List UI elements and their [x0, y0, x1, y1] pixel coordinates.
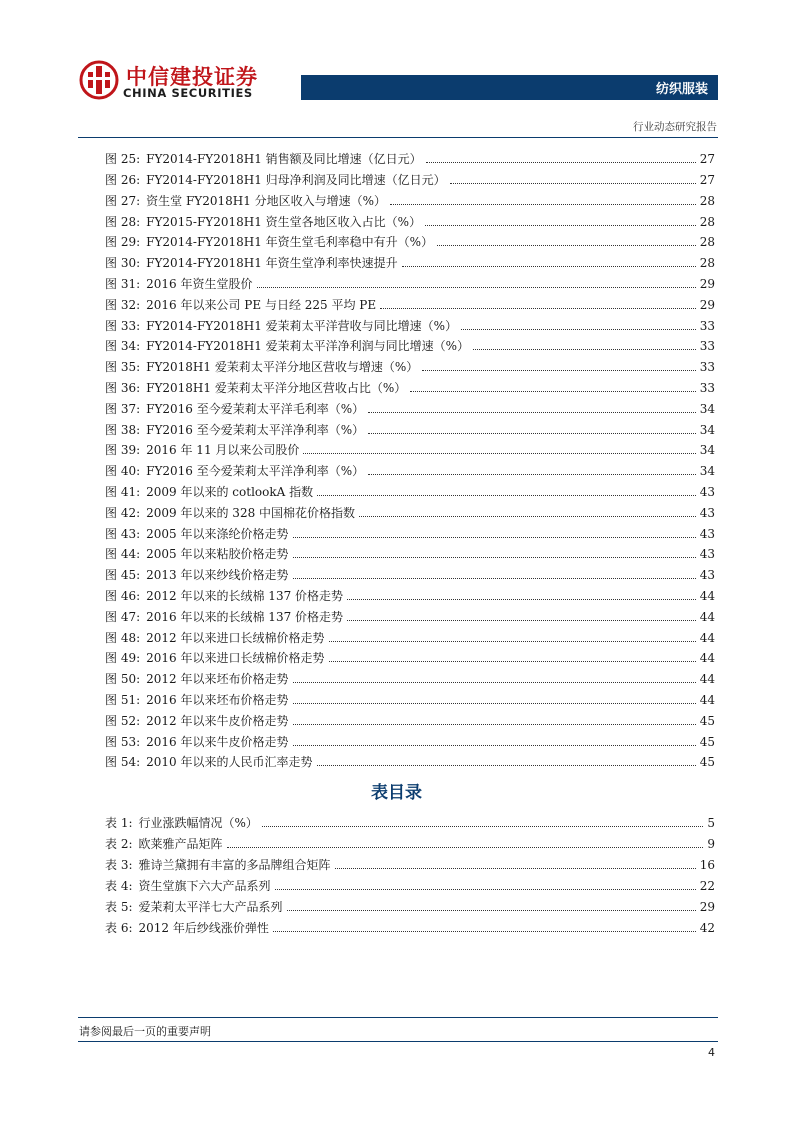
toc-entry[interactable] [105, 811, 715, 831]
toc-page-number: 45 [699, 755, 715, 769]
toc-leader [287, 909, 696, 911]
toc-entry[interactable] [105, 646, 715, 666]
toc-page-number: 44 [699, 693, 715, 707]
toc-label: 表 5: [105, 900, 133, 914]
toc-label: 图 51: [105, 693, 141, 707]
toc-leader [262, 825, 703, 827]
toc-label: 图 31: [105, 277, 141, 291]
toc-title: FY2014-FY2018H1 爱茉莉太平洋营收与同比增速（%） [146, 319, 458, 333]
toc-title: 2012 年以来进口长绒棉价格走势 [146, 631, 325, 645]
toc-title: 2012 年以来牛皮价格走势 [146, 714, 289, 728]
toc-label: 图 53: [105, 735, 141, 749]
toc-leader [422, 369, 695, 371]
toc-label: 表 6: [105, 921, 133, 935]
toc-entry[interactable] [105, 480, 715, 500]
toc-title: 资生堂 FY2018H1 分地区收入与增速（%） [146, 194, 387, 208]
toc-title: FY2016 至今爱茉莉太平洋净利率（%） [146, 423, 365, 437]
toc-title: FY2014-FY2018H1 归母净利润及同比增速（亿日元） [146, 173, 446, 187]
toc-page-number: 29 [699, 277, 715, 291]
toc-label: 图 35: [105, 360, 141, 374]
toc-title: FY2018H1 爱茉莉太平洋分地区营收占比（%） [146, 381, 407, 395]
toc-entry[interactable] [105, 522, 715, 542]
toc-leader [293, 744, 696, 746]
toc-entry[interactable] [105, 251, 715, 271]
toc-leader [368, 432, 696, 434]
toc-title: FY2014-FY2018H1 年资生堂净利率快速提升 [146, 256, 398, 270]
toc-label: 图 40: [105, 464, 141, 478]
toc-entry[interactable] [105, 459, 715, 479]
toc-page-number: 16 [699, 858, 715, 872]
toc-leader [425, 224, 696, 226]
toc-page-number: 43 [699, 506, 715, 520]
toc-entry[interactable] [105, 147, 715, 167]
toc-title: 2005 年以来粘胶价格走势 [146, 547, 289, 561]
toc-title: 资生堂旗下六大产品系列 [138, 879, 271, 893]
toc-label: 图 39: [105, 443, 141, 457]
toc-page-number: 33 [699, 319, 715, 333]
toc-page-number: 34 [699, 402, 715, 416]
toc-title: 2012 年以来坯布价格走势 [146, 672, 289, 686]
toc-title: 2013 年以来纱线价格走势 [146, 568, 289, 582]
page-number: 4 [708, 1046, 715, 1059]
toc-label: 图 33: [105, 319, 141, 333]
toc-entry[interactable] [105, 750, 715, 770]
footer-divider-secondary [78, 1041, 718, 1042]
toc-leader [317, 494, 696, 496]
toc-entry[interactable] [105, 853, 715, 873]
toc-title: 行业涨跌幅情况（%） [138, 816, 258, 830]
toc-label: 表 1: [105, 816, 133, 830]
toc-label: 图 52: [105, 714, 141, 728]
toc-page-number: 28 [699, 194, 715, 208]
toc-page-number: 9 [707, 837, 715, 851]
toc-title: 2016 年以来坯布价格走势 [146, 693, 289, 707]
toc-entry[interactable] [105, 272, 715, 292]
toc-label: 图 38: [105, 423, 141, 437]
toc-label: 图 45: [105, 568, 141, 582]
toc-leader [275, 888, 696, 890]
toc-leader [347, 598, 696, 600]
toc-leader [257, 286, 696, 288]
toc-entry[interactable] [105, 438, 715, 458]
header-divider [78, 137, 718, 138]
toc-leader [380, 307, 696, 309]
china-securities-logo-icon [79, 60, 119, 100]
toc-leader [293, 702, 696, 704]
toc-label: 表 2: [105, 837, 133, 851]
toc-title: FY2014-FY2018H1 年资生堂毛利率稳中有升（%） [146, 235, 434, 249]
toc-label: 图 41: [105, 485, 141, 499]
toc-entry[interactable] [105, 542, 715, 562]
toc-label: 表 3: [105, 858, 133, 872]
disclaimer-note: 请参阅最后一页的重要声明 [79, 1025, 211, 1038]
toc-page-number: 44 [699, 651, 715, 665]
toc-entry[interactable] [105, 230, 715, 250]
toc-label: 图 25: [105, 152, 141, 166]
toc-title: 2005 年以来涤纶价格走势 [146, 527, 289, 541]
toc-title: 雅诗兰黛拥有丰富的多品牌组合矩阵 [138, 858, 331, 872]
toc-page-number: 29 [699, 900, 715, 914]
toc-page-number: 34 [699, 464, 715, 478]
toc-entry[interactable] [105, 376, 715, 396]
toc-title: 2016 年 11 月以来公司股价 [146, 443, 300, 457]
toc-leader [303, 452, 695, 454]
toc-entry[interactable] [105, 895, 715, 915]
toc-title: FY2014-FY2018H1 爱茉莉太平洋净利润与同比增速（%） [146, 339, 470, 353]
toc-page-number: 43 [699, 568, 715, 582]
toc-leader [317, 764, 696, 766]
toc-entry[interactable] [105, 605, 715, 625]
toc-label: 图 42: [105, 506, 141, 520]
toc-page-number: 5 [707, 816, 715, 830]
toc-entry[interactable] [105, 667, 715, 687]
toc-label: 图 54: [105, 755, 141, 769]
toc-label: 图 49: [105, 651, 141, 665]
toc-label: 图 47: [105, 610, 141, 624]
toc-title: FY2015-FY2018H1 资生堂各地区收入占比（%） [146, 215, 422, 229]
toc-entry[interactable] [105, 210, 715, 230]
toc-label: 图 37: [105, 402, 141, 416]
toc-title: FY2018H1 爱茉莉太平洋分地区营收与增速（%） [146, 360, 419, 374]
toc-leader [473, 348, 696, 350]
toc-entry[interactable] [105, 501, 715, 521]
toc-leader [450, 182, 696, 184]
sector-banner [301, 75, 718, 100]
toc-leader [293, 577, 696, 579]
sector-label: 纺织服装 [655, 82, 708, 97]
toc-entry[interactable] [105, 355, 715, 375]
toc-label: 图 27: [105, 194, 141, 208]
toc-label: 图 44: [105, 547, 141, 561]
toc-leader [329, 660, 696, 662]
footer-divider [78, 1017, 718, 1018]
toc-title: 2010 年以来的人民币汇率走势 [146, 755, 313, 769]
toc-page-number: 27 [699, 152, 715, 166]
toc-leader [293, 556, 696, 558]
toc-page-number: 29 [699, 298, 715, 312]
toc-leader [329, 640, 696, 642]
toc-leader [359, 515, 696, 517]
toc-title: 2012 年以来的长绒棉 137 价格走势 [146, 589, 344, 603]
toc-page-number: 33 [699, 360, 715, 374]
toc-label: 图 26: [105, 173, 141, 187]
toc-title: 2016 年以来公司 PE 与日经 225 平均 PE [146, 298, 377, 312]
toc-page-number: 44 [699, 672, 715, 686]
toc-label: 图 28: [105, 215, 141, 229]
brand-name-chinese: 中信建投证券 [126, 65, 258, 89]
toc-page-number: 45 [699, 735, 715, 749]
toc-leader [335, 867, 696, 869]
toc-leader [368, 411, 696, 413]
toc-title: 2016 年以来进口长绒棉价格走势 [146, 651, 325, 665]
toc-title: 2016 年以来牛皮价格走势 [146, 735, 289, 749]
toc-entry[interactable] [105, 314, 715, 334]
toc-title: 2016 年资生堂股价 [146, 277, 253, 291]
toc-entry[interactable] [105, 168, 715, 188]
toc-label: 图 48: [105, 631, 141, 645]
toc-leader [293, 723, 696, 725]
toc-entry[interactable] [105, 874, 715, 894]
toc-label: 图 30: [105, 256, 141, 270]
toc-title: 2016 年以来的长绒棉 137 价格走势 [146, 610, 344, 624]
table-toc-heading: 表目录 [371, 783, 422, 803]
toc-page-number: 44 [699, 631, 715, 645]
toc-label: 图 43: [105, 527, 141, 541]
toc-page-number: 33 [699, 381, 715, 395]
toc-page-number: 42 [699, 921, 715, 935]
toc-page-number: 43 [699, 485, 715, 499]
toc-leader [461, 328, 696, 330]
toc-entry[interactable] [105, 626, 715, 646]
toc-title: 2012 年后纱线涨价弹性 [138, 921, 269, 935]
toc-leader [293, 681, 696, 683]
toc-title: 2009 年以来的 328 中国棉花价格指数 [146, 506, 356, 520]
toc-page-number: 28 [699, 256, 715, 270]
toc-entry[interactable] [105, 916, 715, 936]
toc-page-number: 28 [699, 235, 715, 249]
toc-entry[interactable] [105, 397, 715, 417]
toc-title: FY2016 至今爱茉莉太平洋净利率（%） [146, 464, 365, 478]
toc-label: 表 4: [105, 879, 133, 893]
toc-leader [426, 161, 696, 163]
toc-entry[interactable] [105, 418, 715, 438]
toc-entry[interactable] [105, 293, 715, 313]
toc-title: FY2016 至今爱茉莉太平洋毛利率（%） [146, 402, 365, 416]
toc-page-number: 45 [699, 714, 715, 728]
toc-page-number: 43 [699, 527, 715, 541]
toc-entry[interactable] [105, 334, 715, 354]
toc-leader [227, 846, 704, 848]
toc-entry[interactable] [105, 584, 715, 604]
toc-page-number: 44 [699, 610, 715, 624]
toc-page-number: 34 [699, 443, 715, 457]
toc-title: 2009 年以来的 cotlookA 指数 [146, 485, 314, 499]
toc-leader [410, 390, 695, 392]
toc-leader [273, 930, 696, 932]
toc-page-number: 34 [699, 423, 715, 437]
toc-entry[interactable] [105, 563, 715, 583]
toc-label: 图 34: [105, 339, 141, 353]
toc-entry[interactable] [105, 688, 715, 708]
brand-name-english: CHINA SECURITIES [123, 86, 253, 100]
toc-entry[interactable] [105, 730, 715, 750]
toc-label: 图 46: [105, 589, 141, 603]
toc-entry[interactable] [105, 832, 715, 852]
toc-label: 图 29: [105, 235, 141, 249]
toc-page-number: 28 [699, 215, 715, 229]
report-type: 行业动态研究报告 [633, 121, 717, 133]
toc-label: 图 50: [105, 672, 141, 686]
toc-page-number: 43 [699, 547, 715, 561]
toc-title: FY2014-FY2018H1 销售额及同比增速（亿日元） [146, 152, 422, 166]
toc-title: 爱茉莉太平洋七大产品系列 [138, 900, 283, 914]
toc-page-number: 44 [699, 589, 715, 603]
toc-leader [390, 203, 696, 205]
toc-leader [293, 536, 696, 538]
toc-page-number: 27 [699, 173, 715, 187]
toc-entry[interactable] [105, 709, 715, 729]
toc-label: 图 36: [105, 381, 141, 395]
toc-leader [368, 473, 696, 475]
toc-leader [347, 619, 696, 621]
toc-title: 欧莱雅产品矩阵 [138, 837, 223, 851]
toc-leader [402, 265, 696, 267]
toc-page-number: 33 [699, 339, 715, 353]
toc-entry[interactable] [105, 189, 715, 209]
toc-label: 图 32: [105, 298, 141, 312]
toc-page-number: 22 [699, 879, 715, 893]
toc-leader [437, 244, 696, 246]
